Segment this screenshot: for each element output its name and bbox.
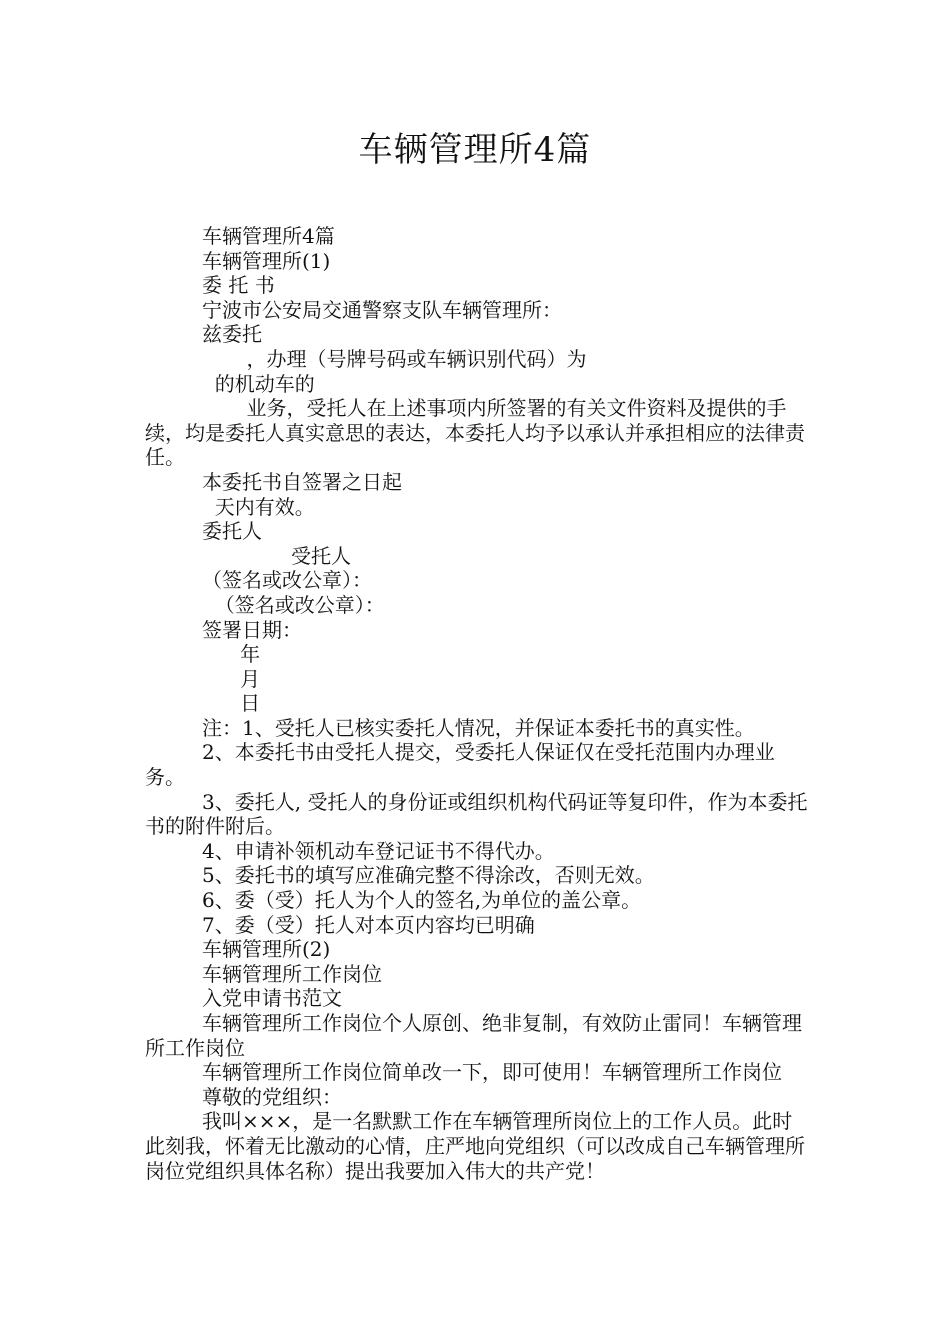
paragraph: 车辆管理所工作岗位简单改一下，即可使用！车辆管理所工作岗位: [202, 1060, 782, 1085]
paragraph: 车辆管理所4篇: [202, 224, 335, 248]
paragraph: 天内有效。: [202, 494, 315, 519]
document-title: 车辆管理所4篇: [358, 130, 592, 170]
paragraph: 日: [202, 691, 261, 716]
paragraph: 车辆管理所(1): [202, 248, 331, 273]
paragraph: 的机动车的: [202, 371, 315, 396]
paragraph: 2、本委托书由受托人提交，受委托人保证仅在受托范围内办理业务。: [145, 740, 775, 790]
paragraph: （签名或改公章）：: [202, 568, 372, 593]
paragraph: 业务，受托人在上述事项内所签署的有关文件资料及提供的手续，均是委托人真实意思的表达，本委托人均予以承认并承担相应的法律责任。: [145, 396, 805, 470]
paragraph: 入党申请书范文: [202, 986, 342, 1011]
paragraph: 签署日期：: [202, 617, 302, 642]
paragraph: （签名或改公章）：: [202, 592, 385, 617]
paragraph: 宁波市公安局交通警察支队车辆管理所：: [202, 297, 562, 322]
paragraph: 车辆管理所工作岗位个人原创、绝非复制，有效防止雷同！车辆管理所工作岗位: [145, 1011, 802, 1060]
paragraph: 注：1、受托人已核实委托人情况，并保证本委托书的真实性。: [202, 715, 755, 740]
paragraph: 委托人: [202, 519, 262, 544]
paragraph: 委 托 书: [202, 273, 275, 298]
paragraph: 月: [202, 666, 261, 691]
paragraph: 尊敬的党组织：: [202, 1084, 342, 1109]
paragraph: 年: [202, 642, 261, 667]
paragraph: 6、委（受）托人为个人的签名,为单位的盖公章。: [202, 888, 642, 913]
paragraph: 受托人: [202, 543, 352, 568]
paragraph: 3、委托人, 受托人的身份证或组织机构代码证等复印件，作为本委托书的附件附后。: [145, 789, 808, 839]
paragraph: 车辆管理所(2): [202, 937, 331, 962]
paragraph: 兹委托: [202, 322, 262, 347]
paragraph: 4、申请补领机动车登记证书不得代办。: [202, 838, 555, 863]
paragraph: 7、委（受）托人对本页内容均已明确: [202, 912, 535, 937]
paragraph: ，办理（号牌号码或车辆识别代码）为: [202, 346, 587, 371]
paragraph: 我叫×××，是一名默默工作在车辆管理所岗位上的工作人员。此时此刻我，怀着无比激动的心情，庄严地向党组织（可以改成自己车辆管理所岗位党组织具体名称）提出我要加入伟大的共产党！: [145, 1109, 805, 1183]
document-body: [145, 224, 810, 1183]
paragraph: 车辆管理所工作岗位: [202, 961, 382, 986]
paragraph: 本委托书自签署之日起: [202, 469, 402, 494]
paragraph: 5、委托书的填写应准确完整不得涂改，否则无效。: [202, 863, 655, 888]
